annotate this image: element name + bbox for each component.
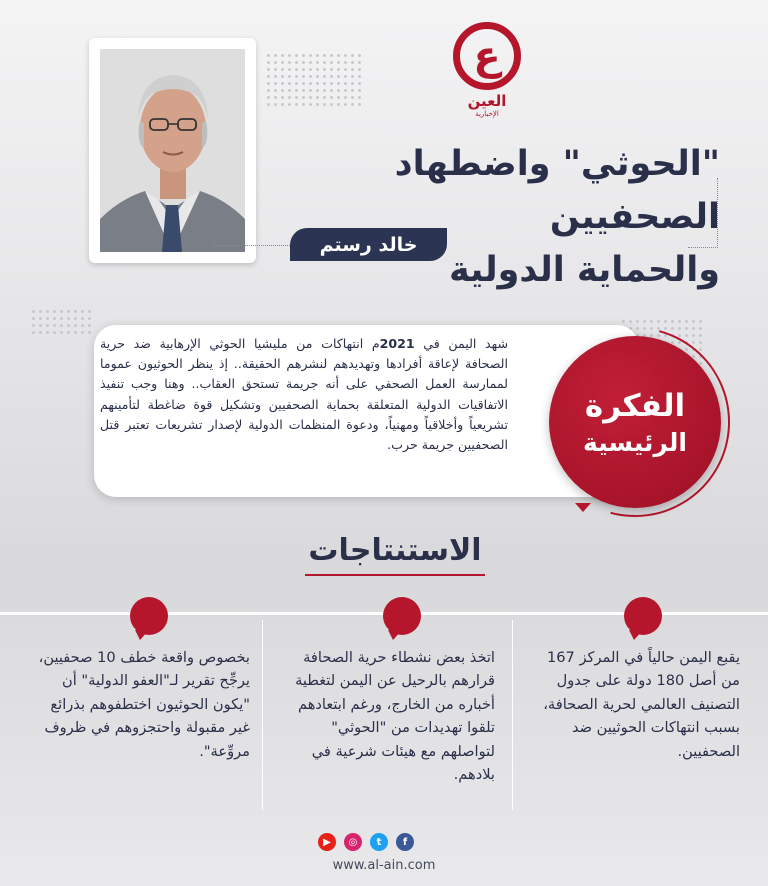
column-separator-2 (262, 620, 263, 810)
conclusion-item-3: بخصوص واقعة خطف 10 صحفيين، يرجِّح تقرير لـ"العفو الدولية" أن "يكون الحوثيون اختطفوهم بذرائع غير مقبولة واحتجزوهم في ظروف مروِّعة". (38, 649, 250, 760)
main-idea-label-2: الرئيسية (583, 428, 687, 457)
speech-bubble-icon-3 (130, 597, 168, 635)
speech-bubble-icon-1 (624, 597, 662, 635)
conclusions-heading: الاستنتاجات (308, 533, 482, 568)
page-title (275, 138, 720, 297)
author-dotted-line (214, 245, 292, 246)
logo-subtitle: الإخبارية (475, 110, 499, 118)
column-separator-1 (512, 620, 513, 810)
al-ain-logo (442, 22, 532, 117)
website-link[interactable]: www.al-ain.com (332, 858, 436, 873)
main-idea-label-1: الفكرة (584, 388, 686, 424)
main-idea-pointer (575, 503, 591, 512)
facebook-icon[interactable]: f (396, 833, 414, 851)
main-idea-text-rest: م انتهاكات من مليشيا الحوثي الإرهابية ضد حرية الصحافة لإعاقة أفرادها وتهديدهم لنشرهم الحقيقة.. إذ ينظر الحوثيون عموما لممارسة العمل الصحفي على أنه جريمة تستحق العقاب.. وهنا وجب تنفيذ الاتفاقيات الدولية المتعلقة بحماية الصحفيين وتشكيل قوة ضاغطة لتأمينهم تشريعياً وأخلاقياً ومهنياً، ودعوة المنظمات الدولية لإصدار تشريعات تعتبر قتل الصحفيين جريمة حرب. (100, 336, 508, 453)
author-photo-frame (89, 38, 256, 263)
speech-bubble-icon-2 (383, 597, 421, 635)
title-line-2: والحماية الدولية (448, 250, 720, 290)
main-idea-badge (549, 336, 721, 508)
conclusions-underline (305, 574, 485, 576)
main-idea-text (100, 334, 508, 455)
author-badge: خالد رستم (290, 228, 447, 261)
youtube-icon[interactable]: ▶ (318, 833, 336, 851)
instagram-icon[interactable]: ◎ (344, 833, 362, 851)
dots-decoration-top (265, 52, 365, 110)
author-portrait-illustration (100, 49, 245, 252)
twitter-icon[interactable]: t (370, 833, 388, 851)
main-idea-text-start: شهد اليمن في (414, 336, 508, 351)
logo-name: العين (467, 92, 507, 110)
main-idea-year: 2021 (379, 336, 415, 351)
conclusion-item-2: اتخذ بعض نشطاء حرية الصحافة قرارهم بالرحيل عن اليمن لتغطية أخباره من الخارج، ورغم ابتعادهم تلقوا تهديدات من "الحوثي" لتواصلهم مع هيئات شرعية في بلادهم. (295, 649, 495, 784)
author-photo (100, 49, 245, 252)
logo-glyph: ع (453, 22, 521, 90)
title-line-1: "الحوثي" واضطهاد الصحفيين (394, 144, 720, 237)
title-dotted-bracket (688, 178, 718, 248)
dots-decoration-left (30, 308, 95, 338)
conclusion-item-1: يقبع اليمن حالياً في المركز 167 من أصل 180 دولة على جدول التصنيف العالمي لحرية الصحافة، بسبب انتهاكات الحوثيين ضد الصحفيين. (543, 649, 740, 760)
